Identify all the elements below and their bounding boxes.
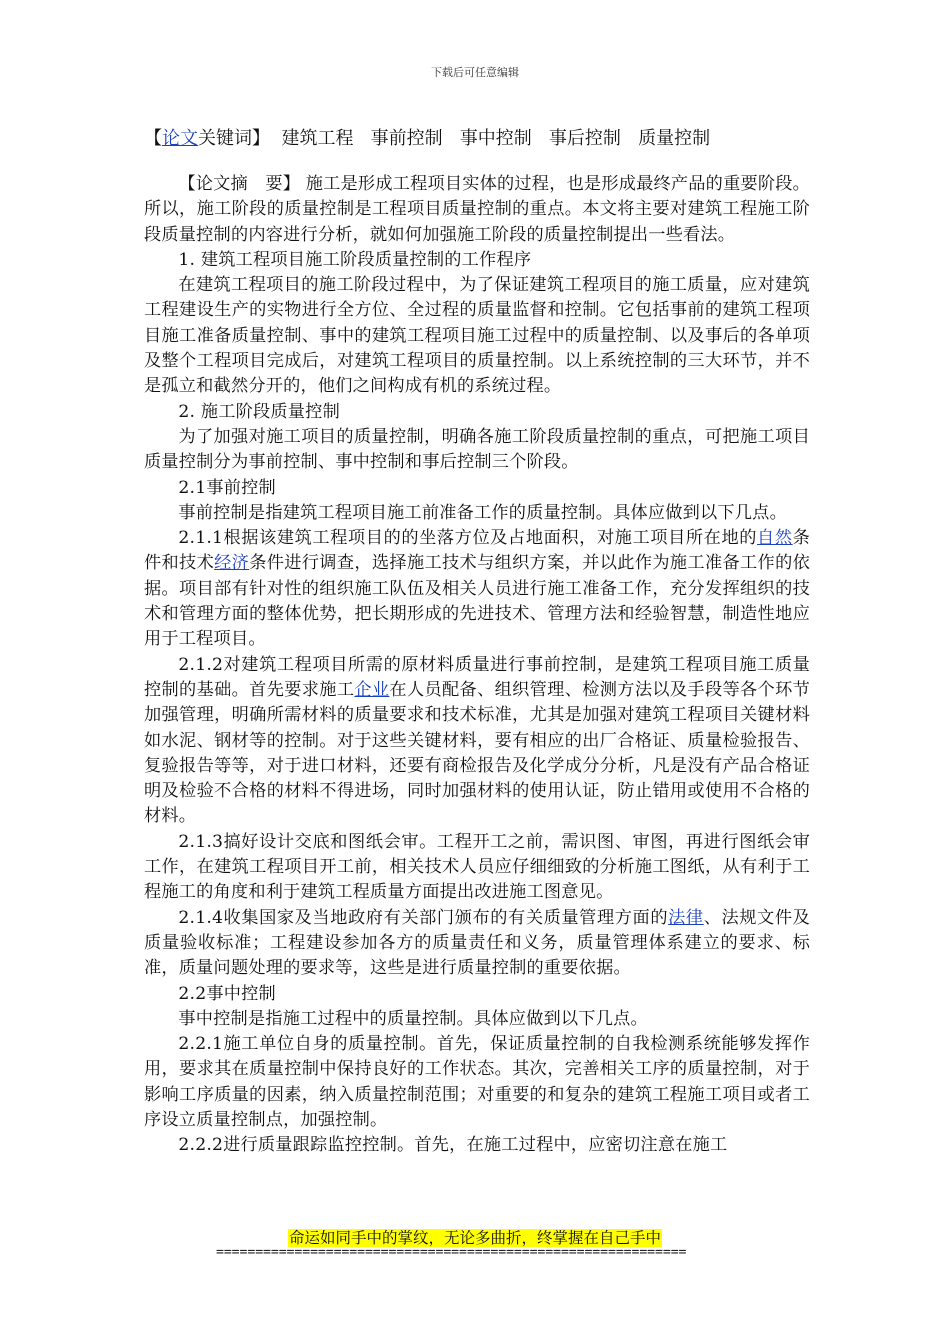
text-span: 条件和技术 — [144, 528, 810, 574]
paragraph-2-2-2: 2.2.2进行质量跟踪监控控制。首先，在施工过程中，应密切注意在施工 — [178, 1135, 728, 1156]
keywords-bracket: 【 — [144, 128, 162, 149]
keywords-label: 关键词】 — [198, 128, 270, 149]
section-heading-2: 2. 施工阶段质量控制 — [178, 401, 340, 422]
paragraph: 在建筑工程项目的施工阶段过程中，为了保证建筑工程项目的施工质量，应对建筑工程建设生产的实物进行全方位、全过程的质量监督和控制。它包括事前的建筑工程项目施工准备质量控制、事中的建筑工程项目施工过程中的质量控制、以及事后的各单项及整个工程项目完成后，对建筑工程项目的质量控制。以上系统控制的三大环节，并不是孤立和截然分开的，他们之间构成有机的系统过程。 — [144, 275, 810, 397]
abstract-paragraph: 【论文摘 要】 施工是形成工程项目实体的过程，也是形成最终产品的重要阶段。所以，施工阶段的质量控制是工程项目质量控制的重点。本文将主要对建筑工程施工阶段质量控制的内容进行分析，就如何加强施工阶段的质量控制提出一些看法。 — [144, 174, 811, 245]
paragraph: 事前控制是指建筑工程项目施工前准备工作的质量控制。具体应做到以下几点。 — [178, 502, 787, 523]
text-span: 2.1.4收集国家及当地政府有关部门颁布的有关质量管理方面的 — [178, 907, 669, 928]
link-law[interactable]: 法律 — [668, 907, 704, 928]
section-heading-2-2: 2.2事中控制 — [178, 983, 276, 1004]
link-economy[interactable]: 经济 — [214, 553, 250, 574]
paragraph-2-1-3: 2.1.3搞好设计交底和图纸会审。工程开工之前，需识图、审图，再进行图纸会审工作，在建筑工程项目开工前，相关技术人员应仔细细致的分析施工图纸，从有利于工程施工的角度和利于建筑工程质量方面提出改进施工图意见。 — [144, 831, 810, 903]
paragraph-2-2-1: 2.2.1施工单位自身的质量控制。首先，保证质量控制的自我检测系统能够发挥作用，要求其在质量控制中保持良好的工作状态。其次，完善相关工序的质量控制，对于影响工序质量的因素，纳入质量控制范围；对重要的和复杂的建筑工程施工项目或者工序设立质量控制点，加强控制。 — [144, 1034, 810, 1130]
footer-motto-text: 命运如同手中的掌纹，无论多曲折，终掌握在自己手中 — [288, 1229, 661, 1247]
text-span: 条件进行调查，选择施工技术与组织方案，并以此作为施工准备工作的依据。项目部有针对性的组织施工队伍及相关人员进行施工准备工作，充分发挥组织的技术和管理方面的整体优势，把长期形成的先进技术、管理方法和经验智慧，制造性地应用于工程项目。 — [144, 553, 810, 650]
keywords-terms: 建筑工程 事前控制 事中控制 事后控制 质量控制 — [270, 128, 711, 149]
text-span: 2.1.1根据该建筑工程项目的的坐落方位及占地面积，对施工项目所在地的 — [178, 528, 758, 549]
paragraph-2-1-4 — [144, 906, 810, 982]
link-nature[interactable]: 自然 — [757, 528, 793, 549]
paragraph: 为了加强对施工项目的质量控制，明确各施工阶段质量控制的重点，可把施工项目质量控制分为事前控制、事中控制和事后控制三个阶段。 — [144, 426, 810, 473]
section-heading-2-1: 2.1事前控制 — [178, 477, 276, 498]
paragraph-2-1-2 — [144, 653, 810, 830]
text-span: 、法规文件及质量验收标准；工程建设参加各方的质量责任和义务，质量管理体系建立的要求、标准，质量问题处理的要求等，这些是进行质量控制的重要依据。 — [144, 907, 810, 979]
keyword-link-paper[interactable]: 论文 — [162, 128, 198, 149]
keywords-line — [144, 124, 710, 150]
link-enterprise[interactable]: 企业 — [354, 679, 390, 700]
paragraph-2-1-1 — [144, 526, 810, 652]
text-span: 2.1.2对建筑工程项目所需的原材料质量进行事前控制，是建筑工程项目施工质量控制的基础。首先要求施工 — [144, 654, 810, 700]
text-span: 在人员配备、组织管理、检测方法以及手段等各个环节加强管理，明确所需材料的质量要求和技术标准，尤其是加强对建筑工程项目关键材料如水泥、钢材等的控制。对于这些关键材料，要有相应的出厂合格证、质量检验报告、复验报告等等，对于进口材料，还要有商检报告及化学成分分析，凡是没有产品合格证明及检验不合格的材料不得进场，同时加强材料的使用认证，防止错用或使用不合格的材料。 — [144, 679, 810, 827]
article-body — [144, 172, 810, 1159]
section-heading-1: 1. 建筑工程项目施工阶段质量控制的工作程序 — [178, 249, 532, 270]
footer-rule: ============================================================ — [216, 1245, 687, 1260]
paragraph: 事中控制是指施工过程中的质量控制。具体应做到以下几点。 — [178, 1008, 648, 1029]
page-header: 下载后可任意编辑 — [431, 66, 519, 79]
